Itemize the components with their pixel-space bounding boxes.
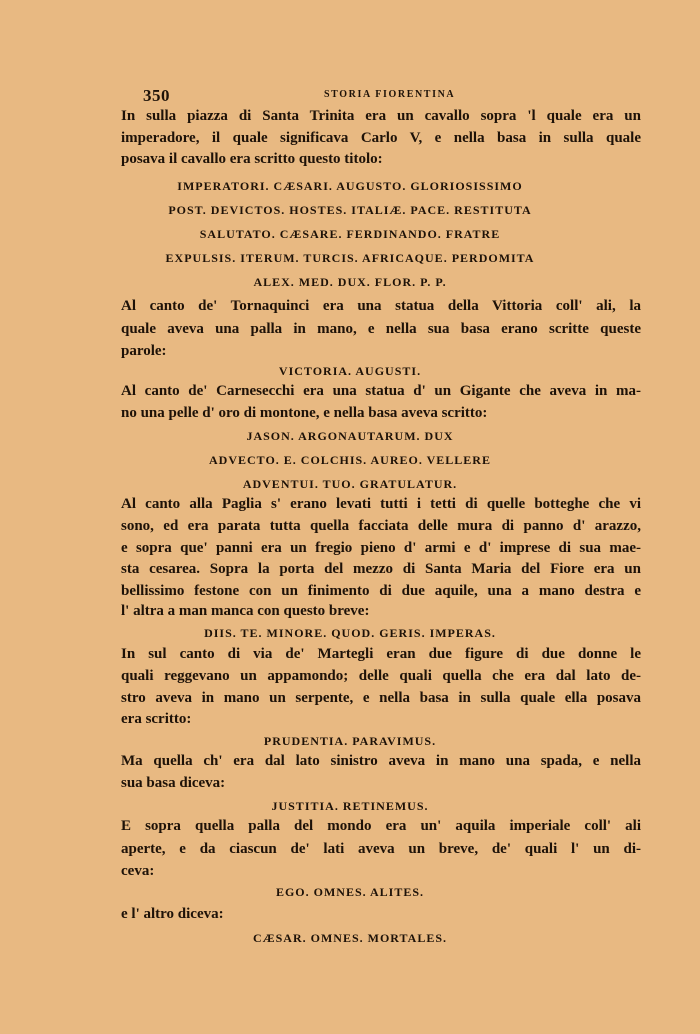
- text-line: In sulla piazza di Santa Trinita era un cavallo sopra 'l quale era un: [121, 108, 641, 124]
- inscription-line: POST. DEVICTOS. HOSTES. ITALIÆ. PACE. RESTITUTA: [168, 203, 532, 217]
- text-line: l' altra a man manca con questo breve:: [121, 603, 370, 619]
- inscription-line: ADVENTUI. TUO. GRATULATUR.: [242, 477, 458, 491]
- text-line: posava il cavallo era scritto questo titolo:: [121, 151, 383, 167]
- inscription-line: EGO. OMNES. ALITES.: [275, 885, 425, 899]
- inscription-line: DIIS. TE. MINORE. QUOD. GERIS. IMPERAS.: [204, 626, 496, 640]
- text-line: e sopra que' panni era un fregio pieno d' armi e d' imprese di sua mae-: [121, 540, 641, 556]
- text-line: sono, ed era parata tutta quella facciata delle mura di panno d' arazzo,: [121, 518, 641, 534]
- text-line: e l' altro diceva:: [121, 906, 224, 922]
- inscription-line: IMPERATORI. CÆSARI. AUGUSTO. GLORIOSISSIMO: [177, 179, 523, 193]
- text-line: quali reggevano un appamondo; delle quali quella che era dal lato de-: [121, 668, 641, 684]
- inscription-line: SALUTATO. CÆSARE. FERDINANDO. FRATRE: [199, 227, 501, 241]
- text-line: In sul canto di via de' Martegli eran due figure di due donne le: [121, 646, 641, 662]
- text-line: Al canto alla Paglia s' erano levati tutti i tetti di quelle botteghe che vi: [121, 496, 641, 512]
- inscription-line: ALEX. MED. DUX. FLOR. P. P.: [253, 275, 447, 289]
- inscription-line: EXPULSIS. ITERUM. TURCIS. AFRICAQUE. PERDOMITA: [165, 251, 535, 265]
- text-line: imperadore, il quale significava Carlo V, e nella basa in sulla quale: [121, 130, 641, 146]
- text-line: Al canto de' Carnesecchi era una statua d' un Gigante che aveva in ma-: [121, 383, 641, 399]
- text-line: parole:: [121, 343, 167, 359]
- text-line: Al canto de' Tornaquinci era una statua della Vittoria coll' ali, la: [121, 298, 641, 314]
- running-title: STORIA FIORENTINA: [324, 89, 456, 100]
- inscription-line: VICTORIA. AUGUSTI.: [278, 364, 422, 378]
- text-line: ceva:: [121, 863, 155, 879]
- inscription-line: JUSTITIA. RETINEMUS.: [271, 799, 429, 813]
- inscription-line: CÆSAR. OMNES. MORTALES.: [252, 931, 448, 945]
- inscription-line: PRUDENTIA. PARAVIMUS.: [263, 734, 437, 748]
- text-line: sua basa diceva:: [121, 775, 226, 791]
- text-line: no una pelle d' oro di montone, e nella basa aveva scritto:: [121, 405, 488, 421]
- text-line: Ma quella ch' era dal lato sinistro aveva in mano una spada, e nella: [121, 753, 641, 769]
- inscription-line: ADVECTO. E. COLCHIS. AUREO. VELLERE: [209, 453, 491, 467]
- text-line: bellissimo festone con un finimento di due aquile, una a mano destra e: [121, 583, 641, 599]
- text-line: E sopra quella palla del mondo era un' aquila imperiale coll' ali: [121, 818, 641, 834]
- page-number: 350: [143, 86, 170, 105]
- page-header: [143, 86, 643, 106]
- text-line: stro aveva in mano un serpente, e nella basa in sulla quale ella posava: [121, 690, 641, 706]
- text-line: era scritto:: [121, 711, 192, 727]
- inscription-line: JASON. ARGONAUTARUM. DUX: [246, 429, 454, 443]
- text-line: sta cesarea. Sopra la porta del mezzo di Santa Maria del Fiore era un: [121, 561, 641, 577]
- text-line: aperte, e da ciascun de' lati aveva un breve, de' quali l' un di-: [121, 841, 641, 857]
- text-line: quale aveva una palla in mano, e nella sua basa erano scritte queste: [121, 321, 641, 337]
